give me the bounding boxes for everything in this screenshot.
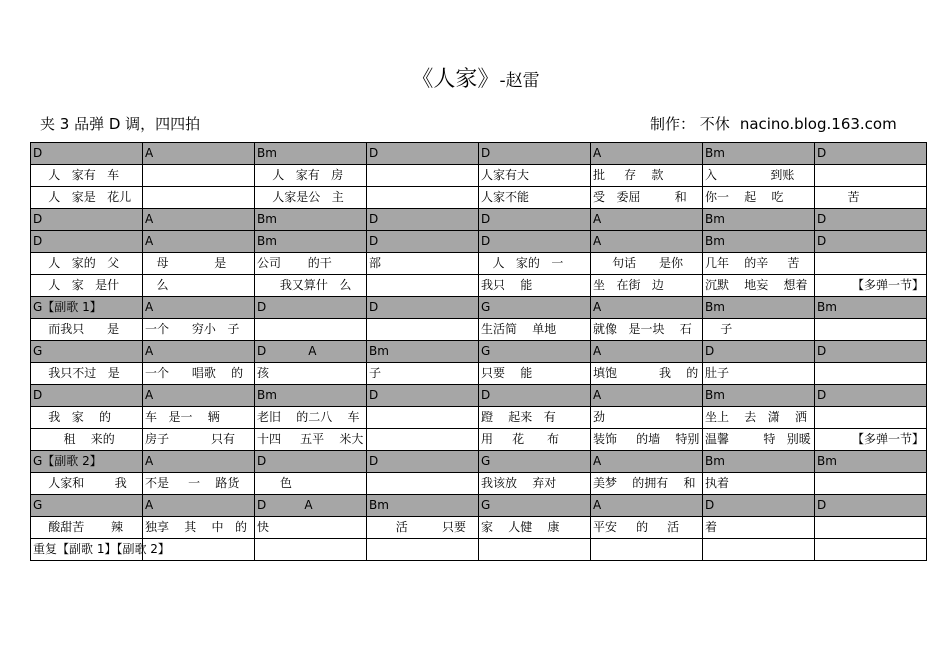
credit-name: 不休	[699, 115, 730, 133]
chord-cell: Bm	[703, 209, 815, 231]
chord-cell: D	[815, 341, 927, 363]
lyric-cell	[815, 165, 927, 187]
lyric-cell	[815, 473, 927, 495]
lyric-cell: 一个 穷小 子	[143, 319, 255, 341]
lyric-cell: 只要 能	[479, 363, 591, 385]
lyric-cell: 部	[367, 253, 479, 275]
lyric-cell: 我又算什 么	[255, 275, 367, 297]
lyric-cell: 人家有大	[479, 165, 591, 187]
chord-cell: Bm	[255, 209, 367, 231]
lyric-cell	[479, 539, 591, 561]
lyric-cell: 坐上 去 潇 洒	[703, 407, 815, 429]
chord-cell: A	[143, 495, 255, 517]
chord-cell: A	[143, 341, 255, 363]
lyric-cell: 着	[703, 517, 815, 539]
lyric-cell: 你一 起 吃	[703, 187, 815, 209]
lyric-cell: 独享 其 中 的	[143, 517, 255, 539]
chord-cell: A	[143, 143, 255, 165]
chord-cell: D	[815, 231, 927, 253]
chord-cell: A	[591, 451, 703, 473]
lyric-cell: 批 存 款	[591, 165, 703, 187]
lyric-cell	[815, 253, 927, 275]
lyric-cell	[143, 187, 255, 209]
lyric-row	[31, 319, 927, 341]
lyric-cell: 子	[367, 363, 479, 385]
chord-cell: D	[255, 451, 367, 473]
lyric-cell	[815, 319, 927, 341]
lyric-cell: 不是 一 路货	[143, 473, 255, 495]
lyric-cell: 蹬 起来 有	[479, 407, 591, 429]
chord-cell: Bm	[703, 451, 815, 473]
lyric-cell: 活 只要	[367, 517, 479, 539]
lyric-cell: 公司 的干	[255, 253, 367, 275]
chord-cell: Bm	[815, 297, 927, 319]
chord-cell: A	[143, 451, 255, 473]
chord-row	[31, 231, 927, 253]
lyric-cell: 一个 唱歌 的	[143, 363, 255, 385]
chord-row	[31, 451, 927, 473]
chord-cell: Bm	[703, 231, 815, 253]
chord-cell: Bm	[703, 297, 815, 319]
lyric-cell: 人 家的 一	[479, 253, 591, 275]
chord-cell: A	[591, 385, 703, 407]
chord-cell: G	[479, 341, 591, 363]
chord-cell: G	[479, 495, 591, 517]
lyric-cell: 老旧 的二八 车	[255, 407, 367, 429]
chord-cell: D	[367, 385, 479, 407]
chord-cell: Bm	[703, 385, 815, 407]
lyric-cell	[367, 429, 479, 451]
chord-cell: D A	[255, 341, 367, 363]
lyric-cell	[815, 539, 927, 561]
chord-cell: D	[479, 231, 591, 253]
chord-row	[31, 297, 927, 319]
chord-cell: Bm	[703, 143, 815, 165]
chord-row	[31, 341, 927, 363]
lyric-cell: 沉默 地妄 想着	[703, 275, 815, 297]
chord-row	[31, 143, 927, 165]
lyric-cell	[367, 275, 479, 297]
chord-cell: D	[31, 385, 143, 407]
capo-key-info: 夹 3 品弹 D 调，四四拍	[40, 115, 201, 133]
lyric-cell: 苦	[815, 187, 927, 209]
credit-site: nacino.blog.163.com	[739, 115, 897, 133]
lyric-cell: 人家和 我	[31, 473, 143, 495]
lyric-cell: 人家不能	[479, 187, 591, 209]
chord-cell: A	[591, 495, 703, 517]
chord-cell: D	[479, 143, 591, 165]
lyric-cell	[591, 539, 703, 561]
lyric-cell: 我只不过 是	[31, 363, 143, 385]
chord-cell: D	[31, 209, 143, 231]
lyric-cell: 填饱 我 的	[591, 363, 703, 385]
lyric-row	[31, 407, 927, 429]
chord-cell: A	[591, 341, 703, 363]
lyric-cell: 人 家是 花儿	[31, 187, 143, 209]
chord-cell: D	[815, 385, 927, 407]
lyric-cell: 温馨 特 别暖	[703, 429, 815, 451]
lyric-cell: 入 到账	[703, 165, 815, 187]
lyric-cell	[367, 539, 479, 561]
chord-cell: G	[479, 297, 591, 319]
chord-cell: G【副歌 2】	[31, 451, 143, 473]
chord-cell: D	[815, 209, 927, 231]
chord-cell: Bm	[255, 143, 367, 165]
lyric-row	[31, 187, 927, 209]
lyric-row	[31, 275, 927, 297]
chord-cell: D	[479, 209, 591, 231]
chord-cell: D	[703, 495, 815, 517]
lyric-cell: 么	[143, 275, 255, 297]
lyric-cell: 劲	[591, 407, 703, 429]
chord-cell: D	[367, 451, 479, 473]
chord-cell: D	[815, 495, 927, 517]
lyric-cell	[815, 407, 927, 429]
chord-cell: D	[367, 231, 479, 253]
lyric-cell	[367, 187, 479, 209]
lyric-cell: 用 花 布	[479, 429, 591, 451]
chord-cell: Bm	[255, 385, 367, 407]
lyric-cell	[367, 165, 479, 187]
lyric-cell	[143, 165, 255, 187]
chord-cell: D	[31, 143, 143, 165]
lyric-cell: 装饰 的墙 特别	[591, 429, 703, 451]
lyric-cell: 快	[255, 517, 367, 539]
chord-cell: D	[367, 143, 479, 165]
credit-line	[650, 113, 897, 134]
lyric-row	[31, 253, 927, 275]
lyric-cell: 我 家 的	[31, 407, 143, 429]
lyric-cell: 执着	[703, 473, 815, 495]
chord-cell: D	[367, 209, 479, 231]
lyric-cell: 坐 在街 边	[591, 275, 703, 297]
lyric-row	[31, 429, 927, 451]
lyric-cell: 我该放 弃对	[479, 473, 591, 495]
lyric-cell: 母 是	[143, 253, 255, 275]
lyric-cell: 房子 只有	[143, 429, 255, 451]
chord-cell: A	[591, 231, 703, 253]
lyric-cell: 人家是公 主	[255, 187, 367, 209]
lyric-row	[31, 165, 927, 187]
lyric-cell: 受 委屈 和	[591, 187, 703, 209]
lyric-cell: 美梦 的拥有 和	[591, 473, 703, 495]
chord-cell: G	[479, 451, 591, 473]
lyric-cell	[255, 539, 367, 561]
lyric-cell: 车 是一 辆	[143, 407, 255, 429]
chord-cell: D	[479, 385, 591, 407]
lyric-cell	[367, 473, 479, 495]
chord-row	[31, 495, 927, 517]
chord-cell: D	[367, 297, 479, 319]
chord-cell: G	[31, 341, 143, 363]
lyric-cell: 孩	[255, 363, 367, 385]
lyric-cell: 句话 是你	[591, 253, 703, 275]
chord-cell: A	[143, 297, 255, 319]
chord-cell: A	[143, 209, 255, 231]
lyric-cell: 【多弹一节】	[815, 275, 927, 297]
chord-row	[31, 385, 927, 407]
lyric-cell: 生活简 单地	[479, 319, 591, 341]
chord-cell: Bm	[815, 451, 927, 473]
lyric-row	[31, 517, 927, 539]
lyric-cell: 人 家有 车	[31, 165, 143, 187]
title-text: 《人家》	[411, 67, 500, 92]
lyric-cell: 几年 的辛 苦	[703, 253, 815, 275]
chord-cell: A	[591, 143, 703, 165]
chord-cell: A	[143, 385, 255, 407]
lyric-cell: 我只 能	[479, 275, 591, 297]
lyric-cell: 酸甜苦 辣	[31, 517, 143, 539]
song-title	[0, 62, 951, 93]
lyric-cell: 重复【副歌 1】【副歌 2】	[31, 539, 143, 561]
chord-cell: D	[31, 231, 143, 253]
artist-name: -赵雷	[499, 71, 540, 91]
lyric-cell	[367, 407, 479, 429]
chord-cell: A	[591, 209, 703, 231]
chord-cell: D	[815, 143, 927, 165]
lyric-cell: 子	[703, 319, 815, 341]
chord-row	[31, 209, 927, 231]
chord-cell: A	[591, 297, 703, 319]
credit-label: 制作：	[650, 115, 696, 133]
lyric-cell: 家 人健 康	[479, 517, 591, 539]
chord-lyric-grid	[30, 142, 927, 561]
chord-cell: Bm	[255, 231, 367, 253]
chord-cell: A	[143, 231, 255, 253]
chord-cell: G【副歌 1】	[31, 297, 143, 319]
lyric-cell: 人 家 是什	[31, 275, 143, 297]
lyric-cell	[255, 319, 367, 341]
lyric-cell: 色	[255, 473, 367, 495]
lyric-cell: 肚子	[703, 363, 815, 385]
chord-cell: D A	[255, 495, 367, 517]
lyric-cell: 人 家的 父	[31, 253, 143, 275]
lyric-cell: 就像 是一块 石	[591, 319, 703, 341]
lyric-row	[31, 363, 927, 385]
chord-cell: Bm	[367, 495, 479, 517]
chord-cell: D	[703, 341, 815, 363]
lyric-cell: 而我只 是	[31, 319, 143, 341]
chord-cell: D	[255, 297, 367, 319]
lyric-cell	[367, 319, 479, 341]
chord-cell: Bm	[367, 341, 479, 363]
lyric-row	[31, 473, 927, 495]
chord-cell: G	[31, 495, 143, 517]
lyric-cell: 平安 的 活	[591, 517, 703, 539]
lyric-row	[31, 539, 927, 561]
lyric-cell: 租 来的	[31, 429, 143, 451]
lyric-cell	[815, 363, 927, 385]
lyric-cell: 十四 五平 米大	[255, 429, 367, 451]
lyric-cell	[815, 517, 927, 539]
lyric-cell: 人 家有 房	[255, 165, 367, 187]
lyric-cell: 【多弹一节】	[815, 429, 927, 451]
lyric-cell	[703, 539, 815, 561]
